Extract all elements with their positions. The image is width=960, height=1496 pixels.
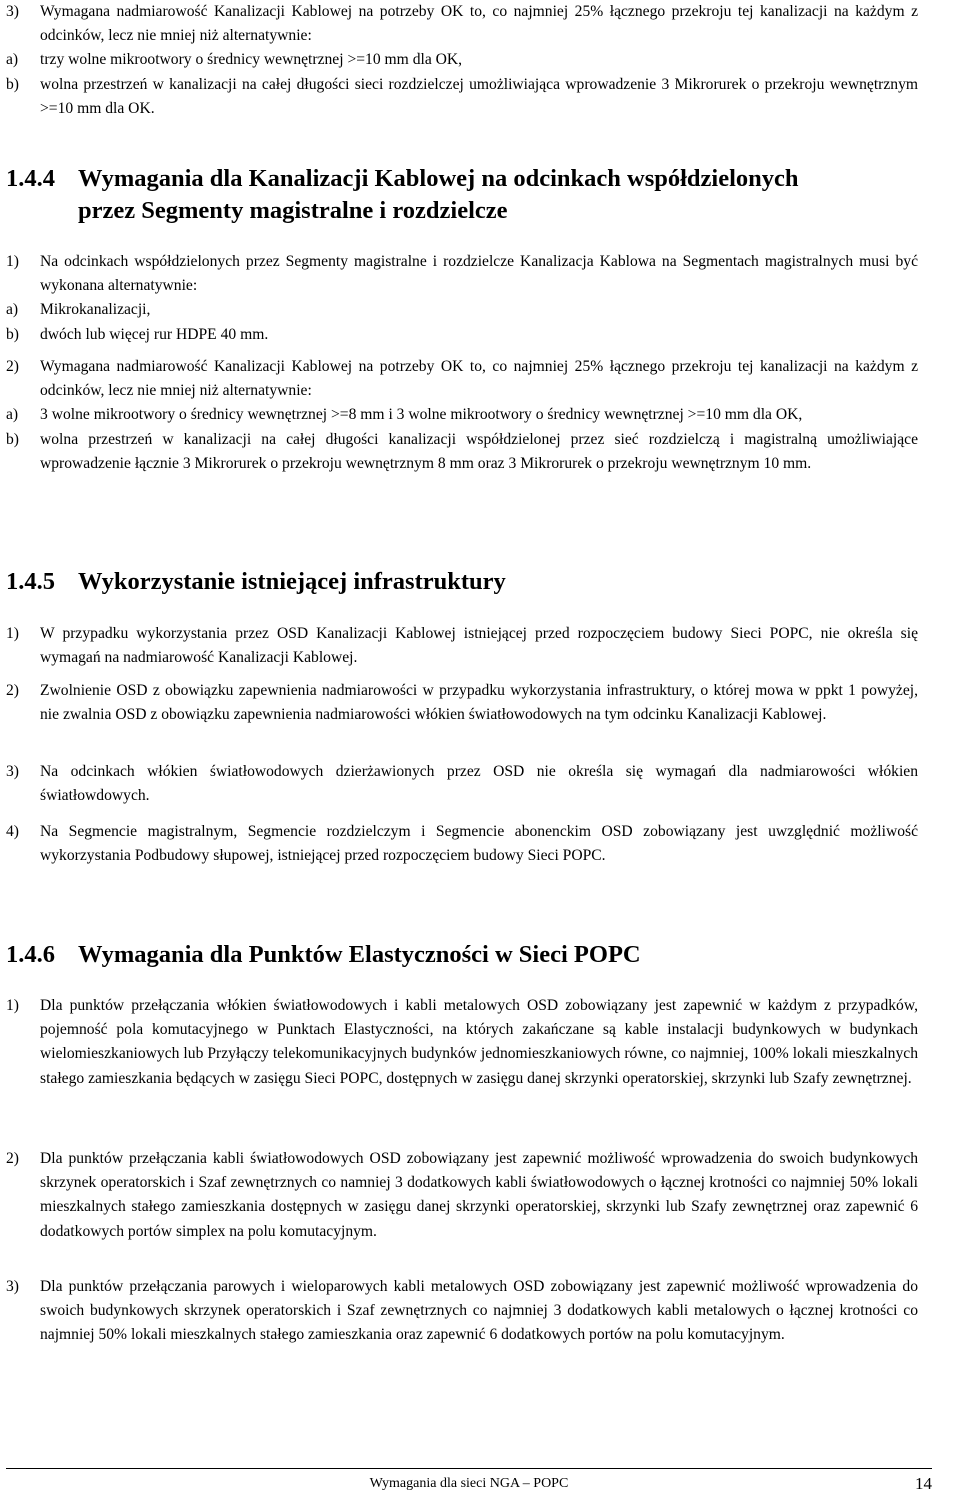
- item-number: 2): [6, 682, 19, 699]
- section-title: Wykorzystanie istniejącej infrastruktury: [78, 568, 506, 595]
- section-title-line2: przez Segmenty magistralne i rozdzielcze: [78, 197, 508, 224]
- section-145-item-2: [6, 679, 918, 727]
- sub-item: [6, 428, 918, 476]
- footer-text: Wymagania dla sieci NGA – POPC: [369, 1476, 569, 1491]
- item-text: Na odcinkach współdzielonych przez Segmenty magistralne i rozdzielcze Kanalizacja Kablowa na Segmentach magistralnych musi być wykonana alternatywnie:: [40, 253, 918, 295]
- section-heading-145: [6, 566, 930, 598]
- sub-text: 3 wolne mikrootwory o średnicy wewnętrznej >=8 mm i 3 wolne mikrootwory o średnicy wewnętrznej >=10 mm dla OK,: [40, 406, 803, 424]
- section-heading-146: [6, 939, 930, 971]
- list-item: [6, 622, 918, 670]
- list-item: [6, 820, 918, 868]
- item-number: 4): [6, 823, 19, 840]
- section-144-list: [6, 250, 918, 347]
- item-number: 1): [6, 253, 19, 270]
- section-heading-144: [6, 163, 930, 227]
- item-text: Zwolnienie OSD z obowiązku zapewnienia nadmiarowości w przypadku wykorzystania infrastruktury, o której mowa w ppkt 1 powyżej, nie zwalnia OSD z obowiązku zapewnienia nadmiarowości włókien światłowodowych na tym odcinku Kanalizacji Kablowej.: [40, 682, 918, 724]
- list-item: [6, 0, 918, 48]
- item-text: Dla punktów przełączania włókien światłowodowych i kabli metalowych OSD zobowiązany jest zapewnić w każdym z przypadków, pojemność pola komutacyjnego w Punktach Elastyczności, na których zakańczane są kable instalacji budynkowych w budynkach wielomieszkaniowych lub Przyłączy telekomunikacyjnych budynków jednomieszkaniowych równe, co najmniej, 100% lokali mieszkalnych stałego zamieszkania będących w zasięgu Sieci POPC, dostępnych w zasięgu danej skrzynki operatorskiej, skrzynki lub Szafy zewnętrznej.: [40, 997, 918, 1087]
- section-title-line1: Wymagania dla Kanalizacji Kablowej na odcinkach współdzielonych: [78, 165, 799, 192]
- page-number: 14: [915, 1474, 932, 1493]
- sub-label: b): [6, 75, 19, 93]
- sub-label: b): [6, 430, 19, 448]
- section-144-list-2: [6, 355, 918, 476]
- item-text: Dla punktów przełączania parowych i wieloparowych kabli metalowych OSD zobowiązany jest zapewnić możliwość wprowadzenia do swoich budynkowych skrzynek operatorskich i Szaf zewnętrznych co najmniej 3 dodatkowych kabli metalowych o łącznej krotności co najmniej 50% lokali mieszkalnych stałego zamieszkania oraz zapewnić 6 dodatkowych portów na polu komutacyjnym.: [40, 1278, 918, 1344]
- list-item: [6, 355, 918, 403]
- sub-text: dwóch lub więcej rur HDPE 40 mm.: [40, 325, 269, 343]
- page-footer: [6, 1468, 932, 1493]
- item-number: 2): [6, 1150, 19, 1167]
- top-list: [6, 0, 918, 121]
- sub-item: [6, 73, 918, 121]
- item-number: 3): [6, 3, 19, 20]
- list-item: [6, 1275, 918, 1348]
- section-146-item-1: [6, 994, 918, 1091]
- footer-divider: [6, 1468, 932, 1469]
- item-number: 1): [6, 625, 19, 642]
- sub-label: b): [6, 325, 19, 343]
- section-146-item-3: [6, 1275, 918, 1348]
- section-146-item-2: [6, 1147, 918, 1244]
- section-title: Wymagania dla Punktów Elastyczności w Sieci POPC: [78, 941, 641, 968]
- item-number: 1): [6, 997, 19, 1014]
- item-number: 3): [6, 1278, 19, 1295]
- sub-item: [6, 403, 918, 427]
- sub-label: a): [6, 301, 19, 319]
- section-number: 1.4.5: [6, 568, 55, 595]
- section-number: 1.4.4: [6, 165, 55, 192]
- sub-text: trzy wolne mikrootwory o średnicy wewnętrznej >=10 mm dla OK,: [40, 51, 463, 69]
- section-145-item-4: [6, 820, 918, 868]
- list-item: [6, 1147, 918, 1244]
- sub-label: a): [6, 406, 19, 424]
- sub-text: wolna przestrzeń w kanalizacji na całej długości sieci rozdzielczej umożliwiająca wprowadzenie 3 Mikrorurek o przekroju wewnętrznym >=10 mm dla OK.: [40, 75, 918, 117]
- list-item: [6, 679, 918, 727]
- section-number: 1.4.6: [6, 941, 55, 968]
- section-145-item-1: [6, 622, 918, 670]
- item-number: 3): [6, 763, 19, 780]
- sub-item: [6, 48, 918, 72]
- sub-item: [6, 323, 918, 347]
- item-text: W przypadku wykorzystania przez OSD Kanalizacji Kablowej istniejącej przed rozpoczęciem budowy Sieci POPC, nie określa się wymagań na nadmiarowość Kanalizacji Kablowej.: [40, 625, 918, 667]
- item-text: Na Segmencie magistralnym, Segmencie rozdzielczym i Segmencie abonenckim OSD zobowiązany jest uwzględnić możliwość wykorzystania Podbudowy słupowej, istniejącej przed rozpoczęciem budowy Sieci POPC.: [40, 823, 918, 865]
- item-text: Dla punktów przełączania kabli światłowodowych OSD zobowiązany jest zapewnić możliwość wprowadzenia do swoich budynkowych skrzynek operatorskich i Szaf zewnętrznych co namniej 3 dodatkowych kabli światłowodowych o łącznej krotności co najmniej 50% lokali mieszkalnych stałego zamieszkania dostępnych w zasięgu danej skrzynki operatorskiej, skrzynki lub Szafy zewnętrznej oraz zapewnić 6 dodatkowych portów simplex na polu komutacyjnym.: [40, 1150, 918, 1240]
- item-text: Wymagana nadmiarowość Kanalizacji Kablowej na potrzeby OK to, co najmniej 25% łącznego przekroju tej kanalizacji na każdym z odcinków, lecz nie mniej niż alternatywnie:: [40, 358, 918, 400]
- list-item: [6, 250, 918, 298]
- sub-text: wolna przestrzeń w kanalizacji na całej długości kanalizacji współdzielonej przez sieć rozdzielczą i magistralną umożliwiające wprowadzenie łącznie 3 Mikrorurek o przekroju wewnętrznym 8 mm oraz 3 Mikrorurek o przekroju wewnętrznym 10 mm.: [40, 430, 918, 472]
- sub-text: Mikrokanalizacji,: [40, 301, 151, 319]
- item-text: Na odcinkach włókien światłowodowych dzierżawionych przez OSD nie określa się wymagań dla nadmiarowości włókien światłowdowych.: [40, 763, 918, 805]
- sub-item: [6, 298, 918, 322]
- item-text: Wymagana nadmiarowość Kanalizacji Kablowej na potrzeby OK to, co najmniej 25% łącznego przekroju tej kanalizacji na każdym z odcinków, lecz nie mniej niż alternatywnie:: [40, 3, 918, 45]
- list-item: [6, 994, 918, 1091]
- section-145-item-3: [6, 760, 918, 808]
- sub-label: a): [6, 51, 19, 69]
- item-number: 2): [6, 358, 19, 375]
- list-item: [6, 760, 918, 808]
